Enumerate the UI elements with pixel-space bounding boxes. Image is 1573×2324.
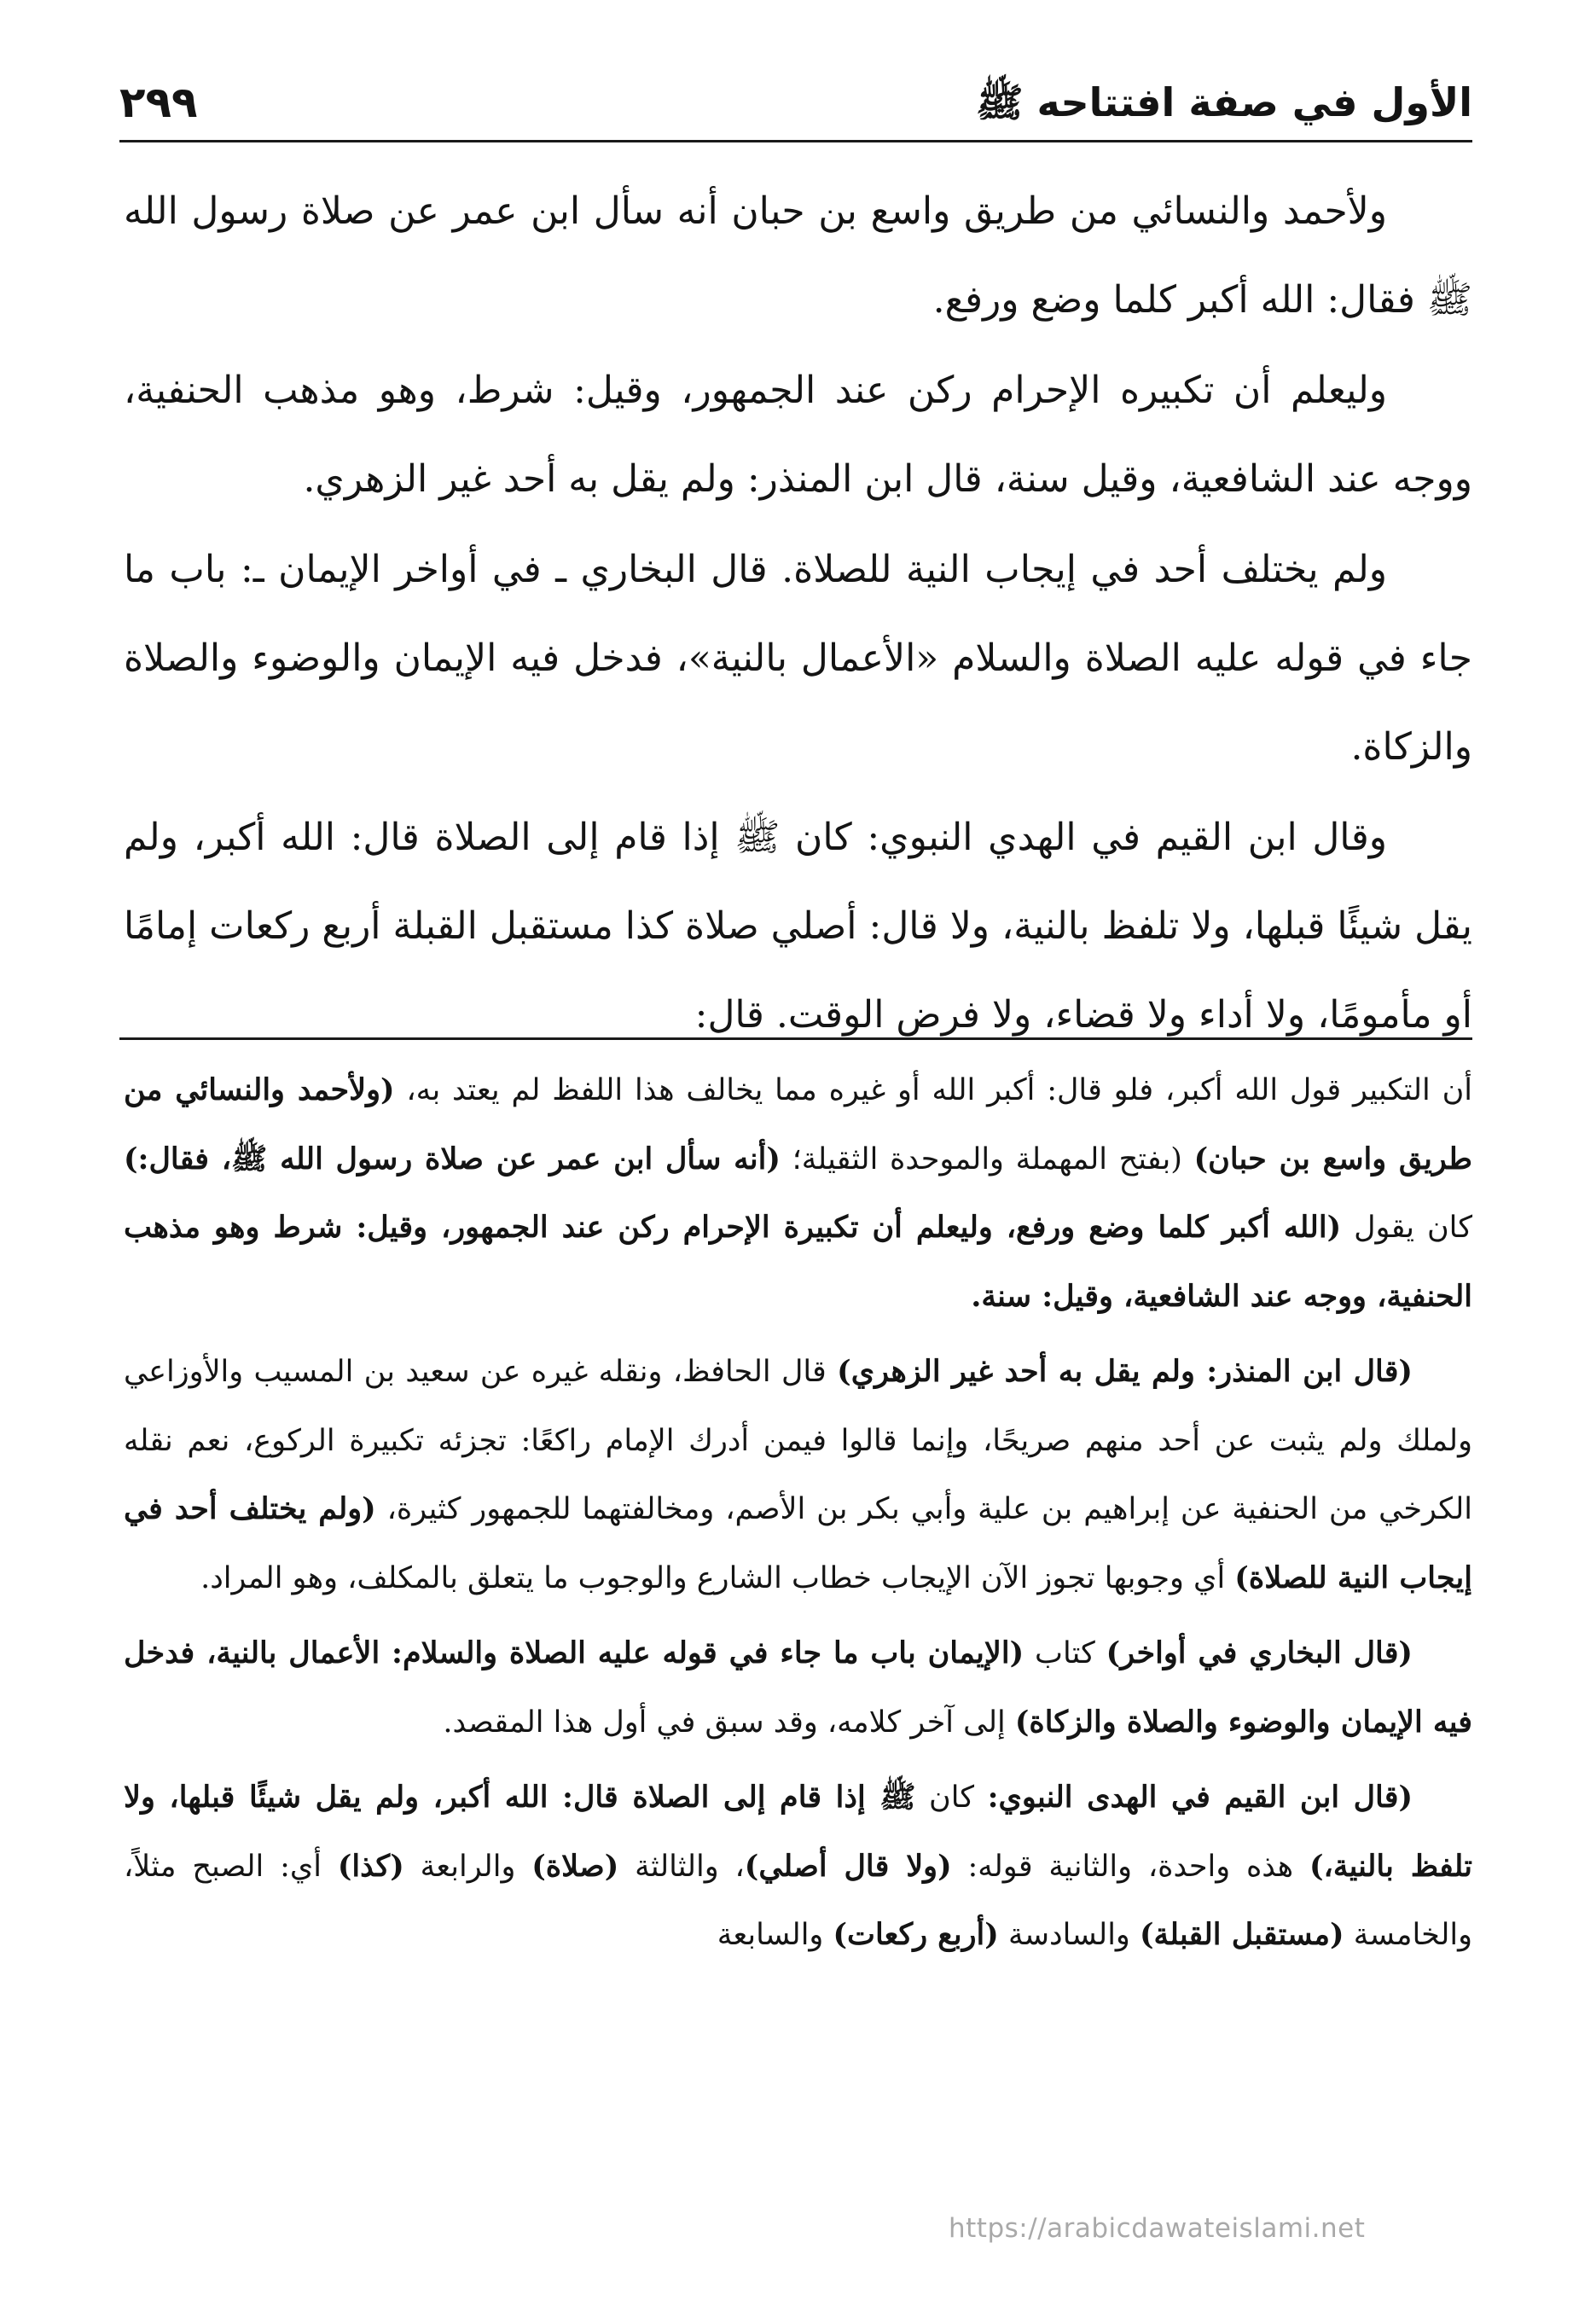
commentary-text: والسابعة (717, 1918, 833, 1952)
quoted-matn: (صلاة) (531, 1848, 619, 1884)
commentary-text: أي وجوبها تجوز الآن الإيجاب خطاب الشارع والوجوب ما يتعلق بالمكلف، وهو المراد. (200, 1560, 1235, 1595)
quoted-matn: (ولم يختلف أحد في إيجاب النية للصلاة) (124, 1491, 1472, 1595)
commentary-paragraph (124, 1056, 1472, 1331)
main-text (124, 167, 1472, 1061)
quoted-matn: (قال ابن المنذر: ولم يقل به أحد غير الزهري) (837, 1354, 1413, 1389)
commentary-text: أن التكبير قول الله أكبر، فلو قال: أكبر الله أو غيره مما يخالف هذا اللفظ لم يعتد به، (394, 1073, 1472, 1107)
commentary-text: ، والثالثة (618, 1849, 745, 1884)
quoted-matn: (أنه سأل ابن عمر عن صلاة رسول الله ﷺ، فقال:) (124, 1141, 781, 1177)
commentary-text: والسادسة (998, 1918, 1140, 1952)
commentary-text: إلى آخر كلامه، وقد سبق في أول هذا المقصد. (443, 1705, 1015, 1740)
quoted-matn: (قال البخاري في أواخر) (1106, 1636, 1413, 1670)
main-paragraph: ولأحمد والنسائي من طريق واسع بن حبان أنه سأل ابن عمر عن صلاة رسول الله ﷺ فقال: الله أكبر كلما وضع ورفع. (124, 189, 1472, 322)
commentary-text: كان يقول (1341, 1211, 1472, 1245)
commentary-text: كتاب (1024, 1636, 1106, 1670)
commentary-text: والرابعة (403, 1849, 532, 1884)
quoted-matn: (الإيمان باب ما جاء في قوله عليه الصلاة والسلام: الأعمال بالنية، فدخل فيه الإيمان والوضوء والصلاة والزكاة) (124, 1636, 1472, 1740)
commentary (124, 1056, 1472, 1977)
quoted-matn: (الله أكبر كلما وضع ورفع، وليعلم أن تكبيرة الإحرام ركن عند الجمهور، وقيل: شرط وهو مذهب الحنفية، ووجه عند الشافعية، وقيل: سنة. (124, 1210, 1472, 1314)
quoted-matn: (مستقبل القبلة) (1139, 1917, 1344, 1952)
running-title: الأول في صفة افتتاحه ﷺ (975, 79, 1472, 125)
quoted-matn: (أربع ركعات) (833, 1917, 999, 1952)
page-header (119, 60, 1472, 128)
commentary-text: (بفتح المهملة والموحدة الثقيلة؛ (780, 1142, 1194, 1177)
main-paragraph: ولم يختلف أحد في إيجاب النية للصلاة. قال البخاري ـ في أواخر الإيمان ـ: باب ما جاء في قوله عليه الصلاة والسلام «الأعمال بالنية»، فدخل فيه الإيمان والوضوء والصلاة والزكاة. (124, 548, 1472, 769)
commentary-paragraph (124, 1619, 1472, 1757)
commentary-text: قال الحافظ، ونقله غيره عن سعيد بن المسيب والأوزاعي ولملك ولم يثبت عن أحد منهم صريحًا، وإنما قالوا فيمن أدرك الإمام راكعًا: تجزئه تكبيرة الركوع، نعم نقله الكرخي من الحنفية عن إبراهيم بن علية وأبي بكر بن الأصم، ومخالفتهما للجمهور كثيرة، (124, 1355, 1473, 1526)
quoted-matn: (كذا) (337, 1848, 404, 1884)
commentary-text: كان (915, 1781, 988, 1815)
quoted-matn: (ولأحمد والنسائي من طريق واسع بن حبان) (124, 1072, 1472, 1177)
commentary-divider (119, 1037, 1472, 1040)
quoted-matn: (قال ابن القيم في الهدى النبوي: (987, 1780, 1413, 1815)
quoted-matn: ﷺ إذا قام إلى الصلاة قال: الله أكبر، ولم يقل شيئًا قبلها، ولا تلفظ بالنية،) (124, 1780, 1472, 1884)
commentary-paragraph (124, 1763, 1472, 1970)
main-paragraph: وليعلم أن تكبيره الإحرام ركن عند الجمهور، وقيل: شرط، وهو مذهب الحنفية، ووجه عند الشافعية، وقيل سنة، قال ابن المنذر: ولم يقل به أحد غير الزهري. (124, 369, 1472, 501)
quoted-matn: (ولا قال أصلي) (744, 1848, 952, 1884)
watermark-url: https://arabicdawateislami.net (949, 2213, 1366, 2244)
page-number: ٢٩٩ (119, 78, 198, 127)
commentary-text: أي: الصبح مثلاً، والخامسة (124, 1849, 1472, 1952)
commentary-paragraph (124, 1338, 1472, 1612)
main-paragraph: وقال ابن القيم في الهدي النبوي: كان ﷺ إذا قام إلى الصلاة قال: الله أكبر، ولم يقل شيئًا قبلها، ولا تلفظ بالنية، ولا قال: أصلي صلاة كذا مستقبل القبلة أربع ركعات إمامًا أو مأمومًا، ولا أداء ولا قضاء، ولا فرض الوقت. قال: (124, 816, 1472, 1037)
commentary-text: هذه واحدة، والثانية قوله: (951, 1849, 1309, 1884)
header-divider (119, 140, 1472, 142)
